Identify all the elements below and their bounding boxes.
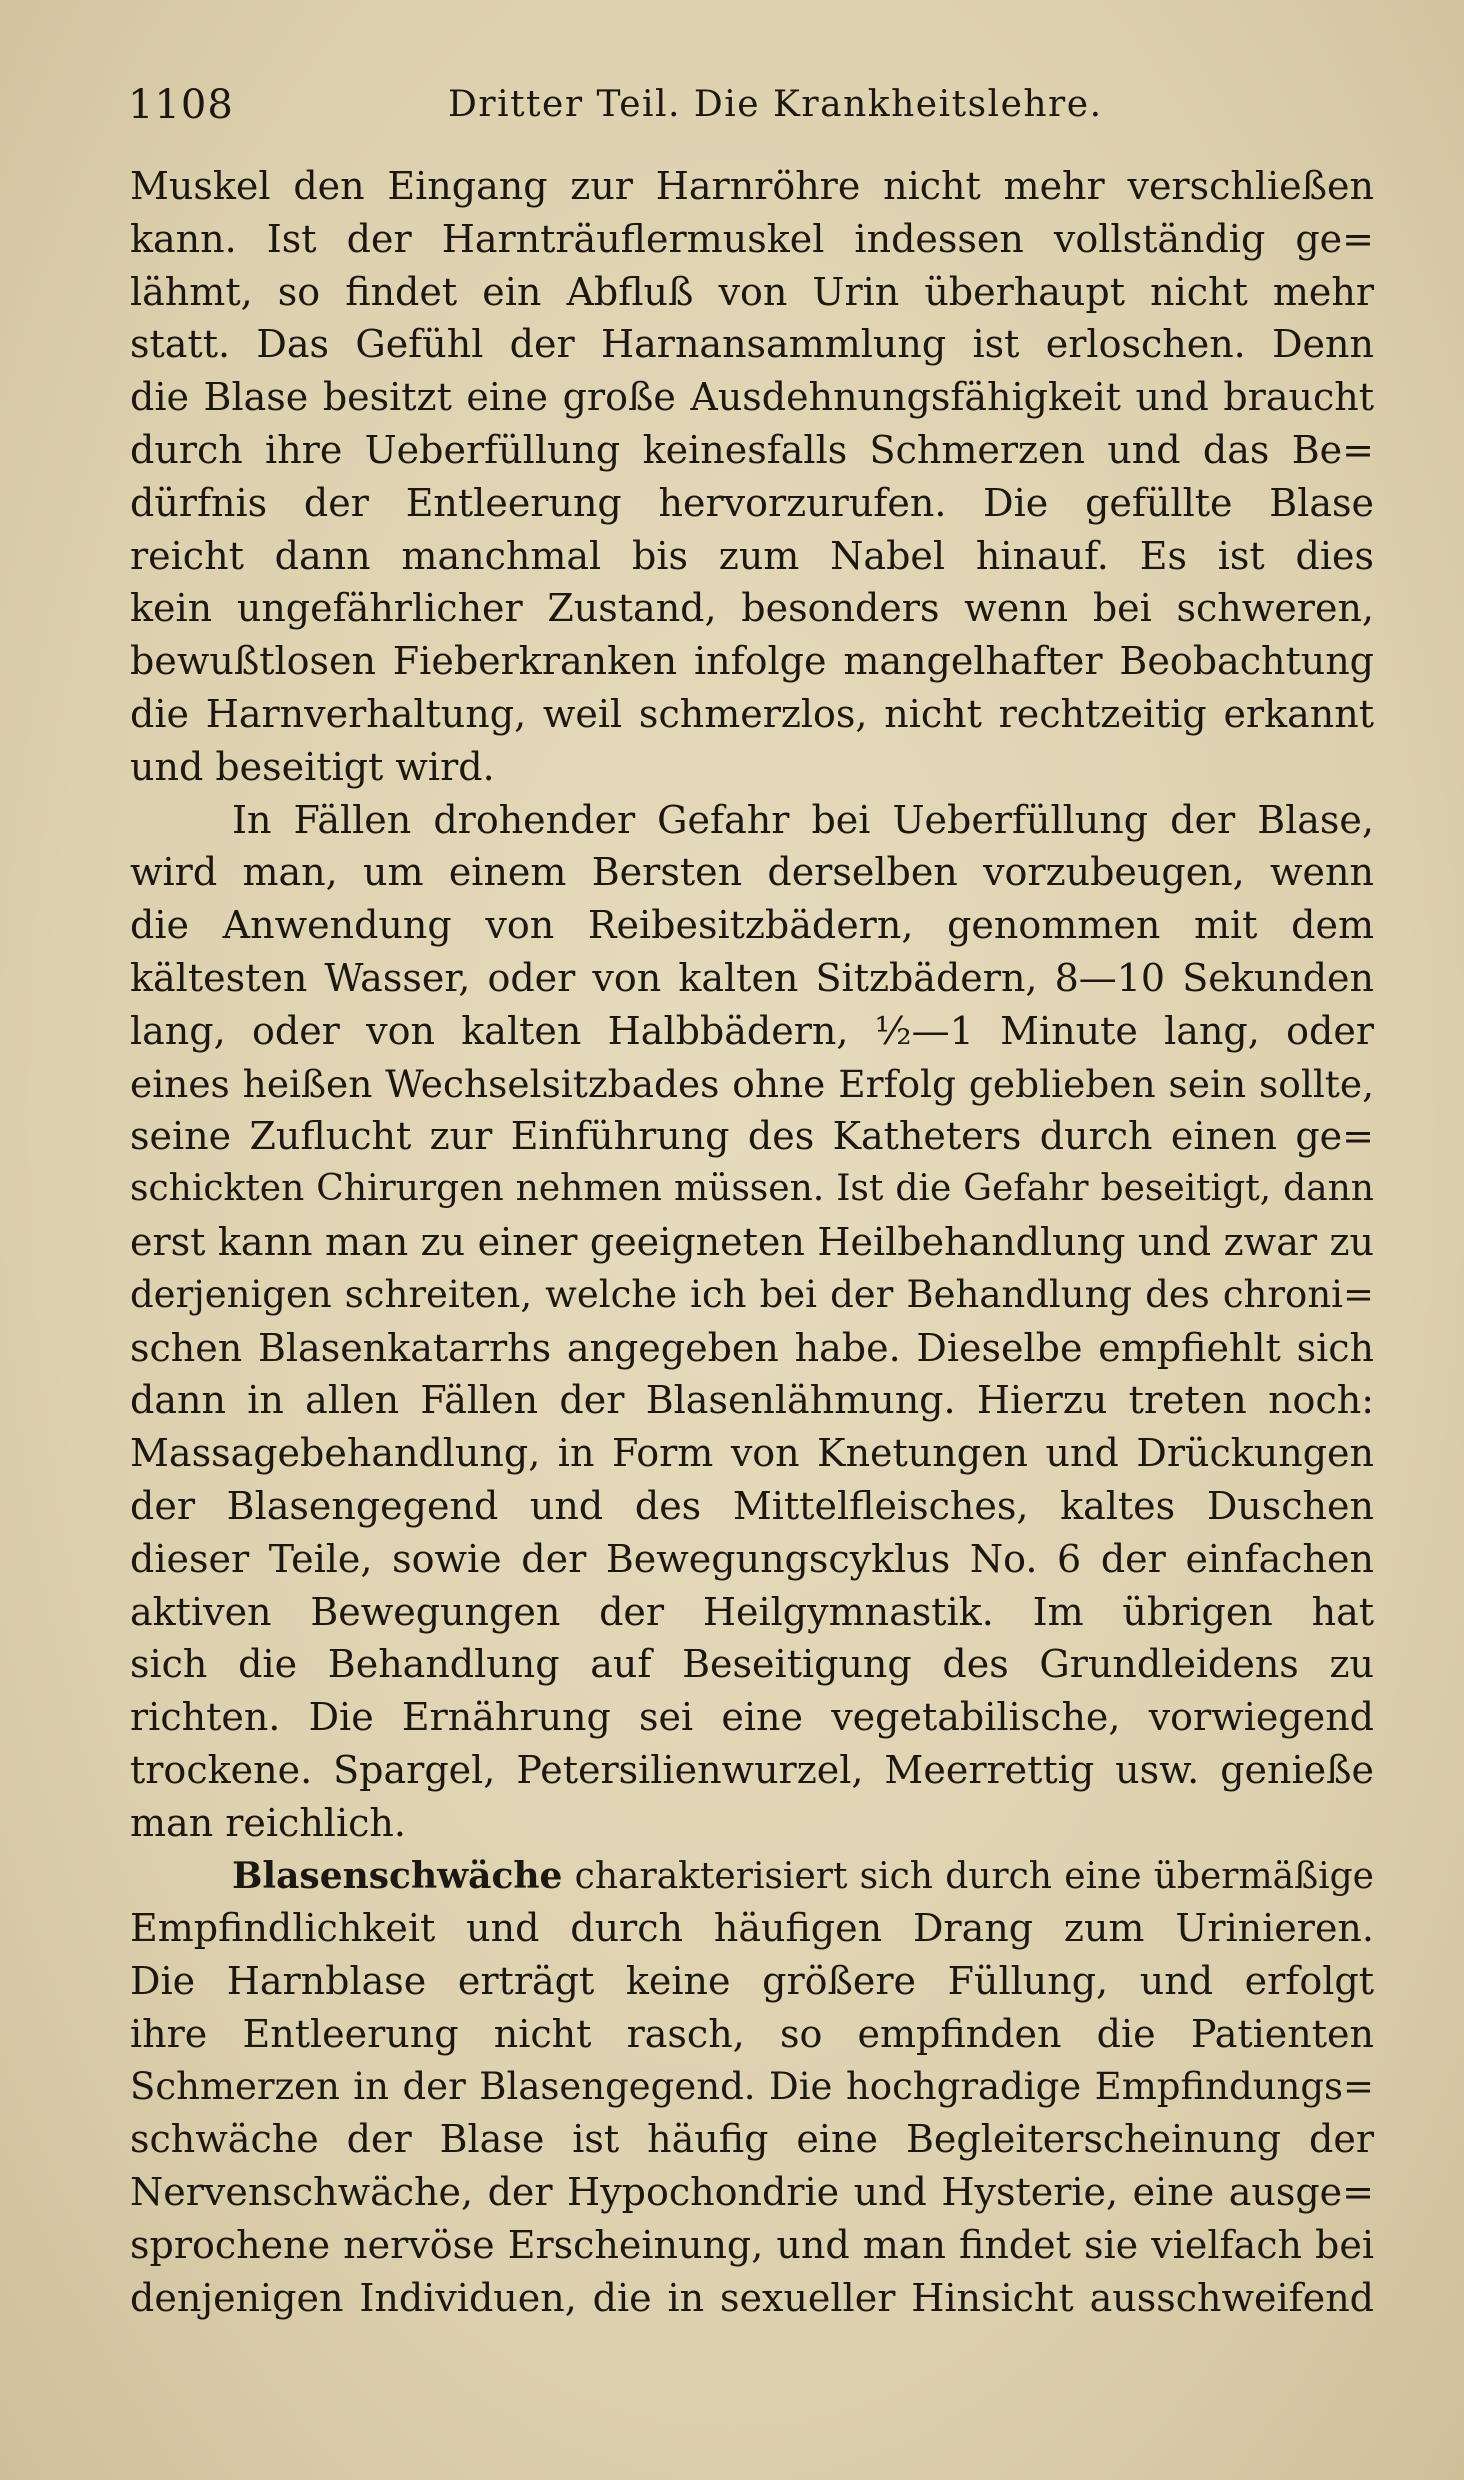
text-line: schickten Chirurgen nehmen müssen. Ist die Gefahr beseitigt, dann [130, 1168, 1374, 1210]
text-line: sprochene nervöse Erscheinung, und man findet sie vielfach bei [130, 2223, 1374, 2268]
page-header [128, 72, 1374, 132]
text-line: die Harnverhaltung, weil schmerzlos, nicht rechtzeitig erkannt [130, 691, 1374, 736]
text-line: durch ihre Ueberfüllung keinesfalls Schmerzen und das Be= [130, 427, 1374, 472]
paragraph [130, 794, 1374, 1850]
text-line: schen Blasenkatarrhs angegeben habe. Dieselbe empfiehlt sich [130, 1325, 1374, 1370]
text-line: statt. Das Gefühl der Harnansammlung ist erloschen. Denn [130, 322, 1374, 367]
text-line: Massagebehandlung, in Form von Knetungen und Drückungen [130, 1431, 1374, 1476]
text-line: Nervenschwäche, der Hypochondrie und Hysterie, eine ausge= [130, 2170, 1374, 2215]
text-line: kein ungefährlicher Zustand, besonders wenn bei schweren, [130, 586, 1374, 631]
text-line: dieser Teile, sowie der Bewegungscyklus No. 6 der einfachen [130, 1536, 1374, 1581]
text-line: eines heißen Wechselsitzbades ohne Erfolg geblieben sein sollte, [130, 1061, 1374, 1106]
text-line: trockene. Spargel, Petersilienwurzel, Meerrettig usw. genieße [130, 1747, 1374, 1792]
text-line: schwäche der Blase ist häufig eine Begleiterscheinung der [130, 2117, 1374, 2162]
text-line: der Blasengegend und des Mittelfleisches, kaltes Duschen [130, 1483, 1374, 1528]
text-line: kältesten Wasser, oder von kalten Sitzbädern, 8—10 Sekunden [130, 955, 1374, 1000]
text-line: lähmt, so findet ein Abfluß von Urin überhaupt nicht mehr [130, 269, 1374, 314]
running-head: Dritter Teil. Die Krankheitslehre. [448, 84, 1103, 125]
text-line: sich die Behandlung auf Beseitigung des Grundleidens zu [130, 1642, 1374, 1687]
text-line: denjenigen Individuen, die in sexueller Hinsicht ausschweifend [130, 2275, 1374, 2320]
text-line: kann. Ist der Harnträuflermuskel indessen vollständig ge= [130, 216, 1374, 261]
text-line [130, 1850, 1374, 1903]
text-line: und beseitigt wird. [130, 744, 495, 789]
page-number: 1108 [128, 82, 234, 128]
text-line: lang, oder von kalten Halbbädern, ½—1 Minute lang, oder [130, 1008, 1374, 1053]
text-line: dann in allen Fällen der Blasenlähmung. Hierzu treten noch: [130, 1378, 1374, 1423]
section-term: Blasenschwäche [232, 1854, 563, 1897]
text-line: die Blase besitzt eine große Ausdehnungsfähigkeit und braucht [130, 375, 1374, 420]
text-line: dürfnis der Entleerung hervorzurufen. Die gefüllte Blase [130, 480, 1374, 525]
text-line: erst kann man zu einer geeigneten Heilbehandlung und zwar zu [130, 1219, 1374, 1264]
text-line: derjenigen schreiten, welche ich bei der Behandlung des chroni= [130, 1272, 1374, 1316]
body-text [130, 160, 1374, 2325]
text-line: richten. Die Ernährung sei eine vegetabilische, vorwiegend [130, 1695, 1374, 1740]
text-line: In Fällen drohender Gefahr bei Ueberfüllung der Blase, [232, 797, 1374, 842]
text-line: wird man, um einem Bersten derselben vorzubeugen, wenn [130, 850, 1374, 895]
text-line: Muskel den Eingang zur Harnröhre nicht mehr verschließen [130, 164, 1374, 208]
paragraph [130, 160, 1374, 794]
text-line: Schmerzen in der Blasengegend. Die hochgradige Empfindungs= [130, 2064, 1374, 2108]
text-line: ihre Entleerung nicht rasch, so empfinden die Patienten [130, 2011, 1374, 2056]
text-line: aktiven Bewegungen der Heilgymnastik. Im übrigen hat [130, 1589, 1374, 1634]
paragraph [130, 1850, 1374, 2325]
text-span: charakterisiert sich durch eine übermäßige [562, 1855, 1374, 1897]
text-line: die Anwendung von Reibesitzbädern, genommen mit dem [130, 903, 1374, 948]
text-line: bewußtlosen Fieberkranken infolge mangelhafter Beobachtung [130, 639, 1374, 684]
text-line: Empfindlichkeit und durch häufigen Drang zum Urinieren. [130, 1906, 1374, 1951]
text-line: Die Harnblase erträgt keine größere Füllung, und erfolgt [130, 1959, 1374, 2004]
text-line: man reichlich. [130, 1800, 406, 1845]
text-line: seine Zuflucht zur Einführung des Katheters durch einen ge= [130, 1114, 1374, 1159]
text-line: reicht dann manchmal bis zum Nabel hinauf. Es ist dies [130, 533, 1374, 578]
